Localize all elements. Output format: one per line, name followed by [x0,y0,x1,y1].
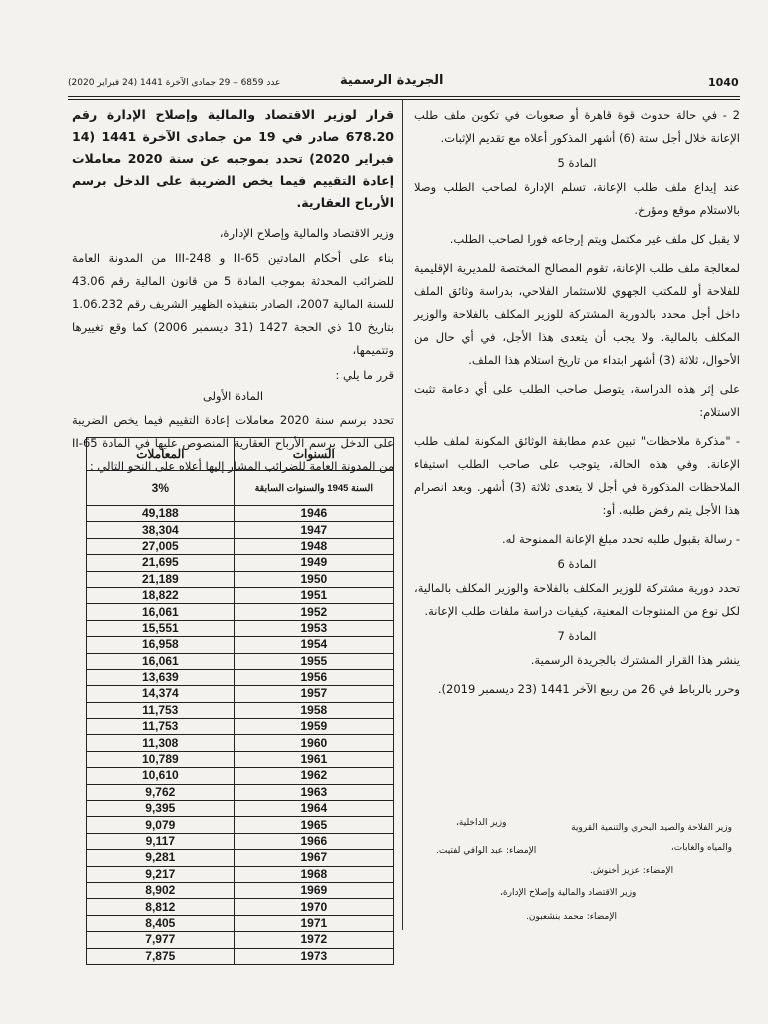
coefficient-cell: 8,405 [87,915,235,931]
coefficient-cell: 13,639 [87,669,235,685]
year-cell: 1947 [234,522,393,538]
coefficient-cell: 9,281 [87,850,235,866]
paragraph: وحرر بالرباط في 26 من ربيع الآخر 1441 (23 ديسمبر 2019). [437,682,740,696]
table-row [87,506,394,522]
year-cell: 1963 [234,784,393,800]
decided-line: قرر ما يلي : [335,368,394,382]
year-cell: 1956 [234,669,393,685]
table-row [87,817,394,833]
column-divider [402,100,403,930]
article-heading: المادة 5 [557,156,597,170]
coefficient-cell: 16,958 [87,637,235,653]
coefficient-cell: 16,061 [87,653,235,669]
table-row [87,882,394,898]
table-row [87,784,394,800]
coefficient-cell: 10,789 [87,751,235,767]
decree-title: قرار لوزير الاقتصاد والمالية وإصلاح الإدارة رقم 678.20 صادر في 19 من جمادى الآخرة 1441 (14 فبراير 2020) تحدد بموجبه عن سنة 2020 معاملات إعادة التقييم فيما يخص الضريبة على الدخل برسم الأرباح العقارية. [72,107,394,210]
table-body [87,471,394,965]
column-header-coefficients: المعاملات [87,438,235,471]
table-row [87,719,394,735]
right-column [414,104,740,707]
column-header-years: السنوات [234,438,393,471]
year-cell: 1964 [234,801,393,817]
coefficient-cell: 7,977 [87,932,235,948]
table-header-row [87,438,394,471]
table-row [87,735,394,751]
coefficient-cell: 9,395 [87,801,235,817]
year-cell: 1967 [234,850,393,866]
table-row [87,604,394,620]
signature-agriculture-title: وزير الفلاحة والصيد البحري والتنمية القروية والمياه والغابات، [571,823,732,853]
year-cell: 1962 [234,768,393,784]
table-row [87,587,394,603]
signature-interior-title: وزير الداخلية، [456,818,507,828]
year-cell: 1972 [234,932,393,948]
year-cell: 1965 [234,817,393,833]
paragraph: - "مذكرة ملاحظات" تبين عدم مطابقة الوثائق المكونة لملف طلب الإعانة. وفي هذه الحالة، يتوجب على صاحب الطلب استيفاء الملاحظات المذكورة في أجل لا يتعدى ثلاثة (3) أشهر. وبعد انصرام هذا الأجل يتم رفض طلبه. أو: [414,434,741,517]
coefficient-cell: 18,822 [87,587,235,603]
signature-interior-name: الإمضاء: عبد الوافي لفتيت. [436,846,537,856]
year-cell: 1955 [234,653,393,669]
coefficient-cell: 21,189 [87,571,235,587]
header-rule [68,96,740,97]
paragraph: ينشر هذا القرار المشترك بالجريدة الرسمية. [530,653,740,667]
year-cell: 1954 [234,637,393,653]
coefficient-cell: 15,551 [87,620,235,636]
article-heading: المادة 7 [557,629,597,643]
coefficient-cell: 27,005 [87,538,235,554]
article-1-text: تحدد برسم سنة 2020 معاملات إعادة التقييم فيما يخص الضريبة على الدخل برسم الأرباح العقارية المنصوص عليها في المادة 65-II من المدونة العامة للضرائب المشار إليها أعلاه على النحو التالي : [72,413,395,473]
paragraph: على إثر هذه الدراسة، يتوصل صاحب الطلب على أي دعامة تثبت الاستلام: [414,382,740,419]
issue-info: عدد 6859 – 29 جمادى الآخرة 1441 (24 فبراير 2020) [68,78,281,88]
year-cell: 1950 [234,571,393,587]
table-row [87,833,394,849]
coefficient-cell: 10,610 [87,768,235,784]
table-row [87,801,394,817]
coefficient-cell: 3% [87,471,235,506]
coefficient-cell: 9,762 [87,784,235,800]
year-cell: السنة 1945 والسنوات السابقة [234,471,393,506]
coefficient-cell: 8,812 [87,899,235,915]
coefficient-cell: 8,902 [87,882,235,898]
year-cell: 1959 [234,719,393,735]
paragraph: لا يقبل كل ملف غير مكتمل ويتم إرجاعه فورا لصاحب الطلب. [449,232,740,246]
year-cell: 1971 [234,915,393,931]
table-row [87,538,394,554]
table-row [87,932,394,948]
year-cell: 1951 [234,587,393,603]
paragraph: تحدد دورية مشتركة للوزير المكلف بالفلاحة والوزير المكلف بالمالية، لكل نوع من المنتوجات المعنية، كيفيات دراسة ملفات طلب الإعانة. [414,581,740,618]
year-cell: 1957 [234,686,393,702]
paragraph: عند إيداع ملف طلب الإعانة، تسلم الإدارة لصاحب الطلب وصلا بالاستلام موقع ومؤرخ. [414,180,740,217]
table-row [87,571,394,587]
coefficient-cell: 11,308 [87,735,235,751]
table-row [87,653,394,669]
year-cell: 1968 [234,866,393,882]
year-cell: 1960 [234,735,393,751]
table-row [87,915,394,931]
coefficient-cell: 9,217 [87,866,235,882]
year-cell: 1958 [234,702,393,718]
paragraph: 2 - في حالة حدوث قوة قاهرة أو صعوبات في تكوين ملف طلب الإعانة خلال أجل ستة (6) أشهر المذكور أعلاه مع تقديم الإثبات. [414,108,740,145]
table-row [87,669,394,685]
table-row [87,768,394,784]
page-number: 1040 [708,76,739,89]
year-cell: 1952 [234,604,393,620]
preamble: بناء على أحكام المادتين 65-II و 248-III من المدونة العامة للضرائب المحدثة بموجب المادة 5 من قانون المالية رقم 43.06 للسنة المالية 2007، الصادر بتنفيذه الظهير الشريف رقم 1.06.232 بتاريخ 10 ذي الحجة 1427 (31 ديسمبر 2006) كما وقع تغييرها وتتميمها، [72,251,394,357]
coefficient-cell: 49,188 [87,506,235,522]
minister-line: وزير الاقتصاد والمالية وإصلاح الإدارة، [219,226,394,240]
year-cell: 1969 [234,882,393,898]
coefficient-cell: 11,753 [87,719,235,735]
year-cell: 1970 [234,899,393,915]
coefficient-cell: 9,117 [87,833,235,849]
year-cell: 1949 [234,555,393,571]
signature-finance-name: الإمضاء: محمد بنشعبون. [526,912,617,922]
table-row [87,899,394,915]
year-cell: 1946 [234,506,393,522]
table-row [87,471,394,506]
paragraph: لمعالجة ملف طلب الإعانة، تقوم المصالح المختصة للمديرية الإقليمية للفلاحة أو للمكتب الجهوي للاستثمار الفلاحي، بدراسة وثائق الملف داخل أجل محدد بالدورية المشتركة للوزير المكلف بالفلاحة والوزير المكلف بالمالية. ولا يجب أن يتعدى هذا الأجل، في أي حال من الأحوال، ثلاثة (3) أشهر ابتداء من تاريخ استلام هذا الملف. [414,261,740,367]
year-cell: 1966 [234,833,393,849]
table-row [87,686,394,702]
coefficient-cell: 9,079 [87,817,235,833]
signature-agriculture-name: الإمضاء: عزيز أخنوش. [590,866,674,876]
coefficient-cell: 16,061 [87,604,235,620]
table-row [87,948,394,964]
table-row [87,866,394,882]
article-heading: المادة 6 [557,557,597,571]
signature-finance-title: وزير الاقتصاد والمالية وإصلاح الإدارة، [500,888,637,898]
coefficient-cell: 38,304 [87,522,235,538]
year-cell: 1973 [234,948,393,964]
coefficient-cell: 14,374 [87,686,235,702]
year-cell: 1961 [234,751,393,767]
journal-title: الجريدة الرسمية [340,73,444,88]
table-row [87,751,394,767]
header-rule-2 [68,99,740,100]
coefficient-cell: 7,875 [87,948,235,964]
coefficient-cell: 21,695 [87,555,235,571]
left-column [72,104,394,484]
year-cell: 1948 [234,538,393,554]
paragraph: - رسالة بقبول طلبه تحدد مبلغ الإعانة الممنوحة له. [502,532,740,546]
coefficients-table [86,437,394,965]
coefficient-cell: 11,753 [87,702,235,718]
table-row [87,850,394,866]
table-row [87,702,394,718]
year-cell: 1953 [234,620,393,636]
table-row [87,637,394,653]
article-1-heading: المادة الأولى [202,389,264,403]
table-row [87,555,394,571]
table-row [87,522,394,538]
table-row [87,620,394,636]
